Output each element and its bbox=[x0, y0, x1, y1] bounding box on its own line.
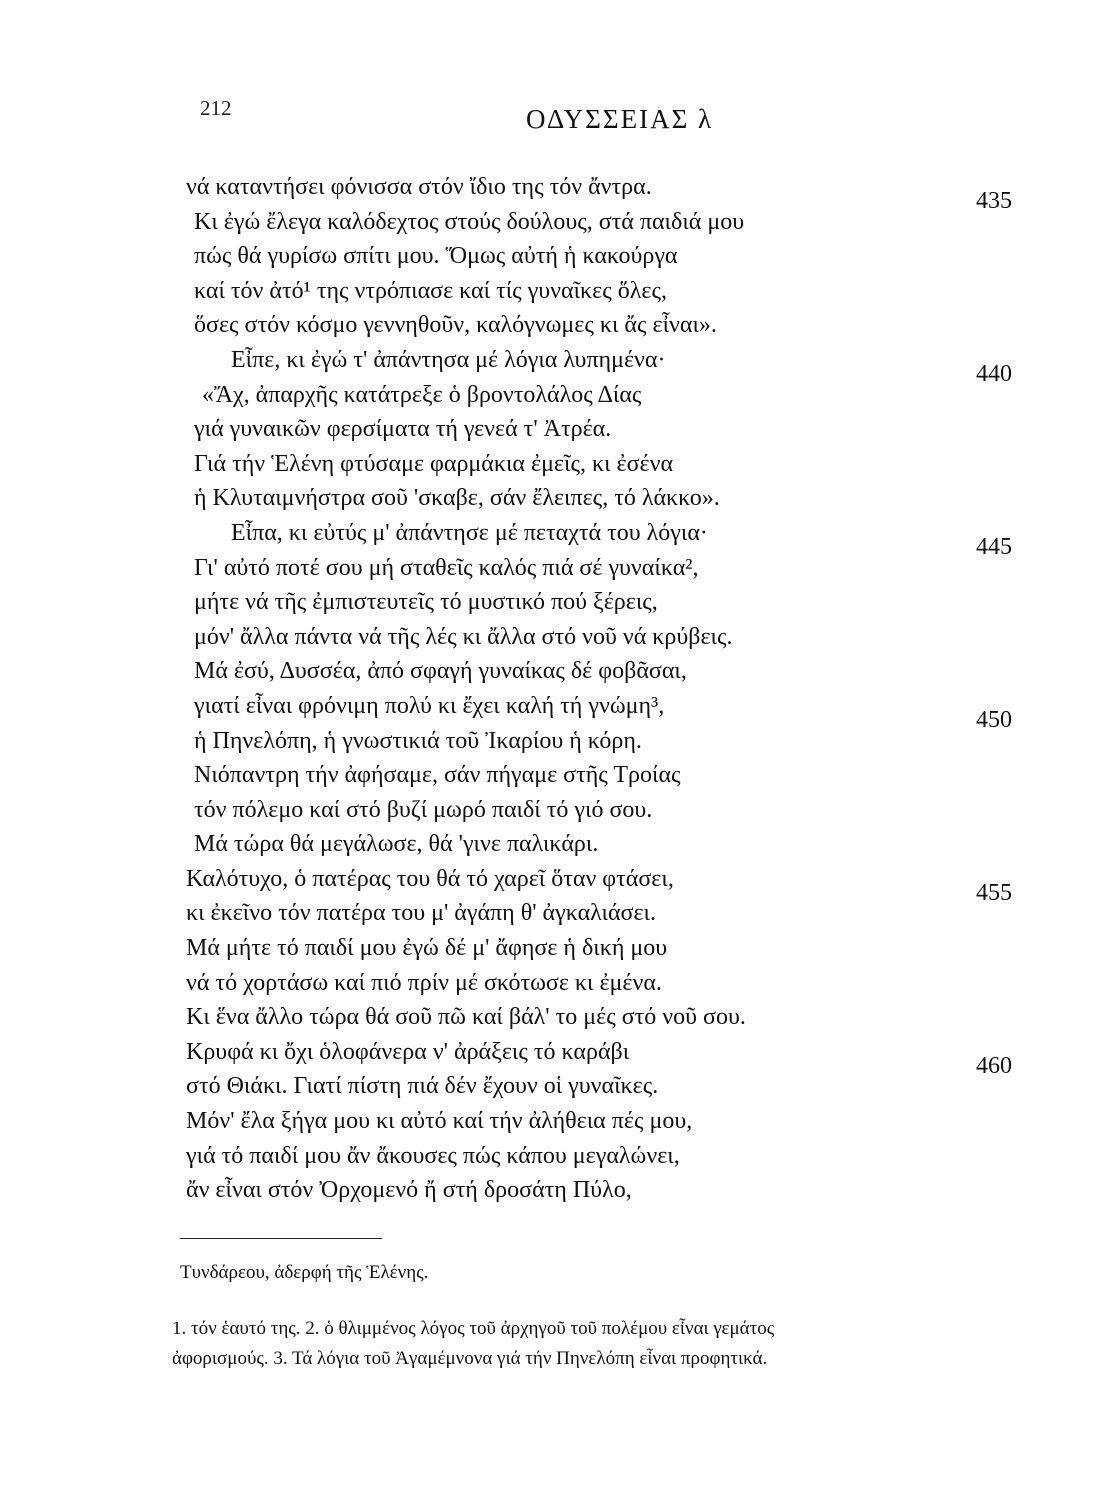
verse-line bbox=[186, 412, 1046, 447]
verse-text: μόν' ἄλλα πάντα νά τῆς λές κι ἄλλα στό νοῦ νά κρύβεις. bbox=[194, 623, 733, 650]
verse-line bbox=[186, 205, 1046, 240]
line-number: 450 bbox=[976, 706, 1012, 733]
running-title: ΟΔΥΣΣΕΙΑΣ λ bbox=[526, 104, 714, 134]
verse-text: γιά γυναικῶν φερσίματα τή γενεά τ' Ἀτρέα. bbox=[194, 416, 612, 443]
line-number: 460 bbox=[976, 1052, 1012, 1079]
verse-line bbox=[186, 1035, 1046, 1079]
verse-line bbox=[186, 793, 1046, 828]
verse-line bbox=[186, 654, 1046, 689]
footnotes bbox=[172, 1314, 1012, 1374]
verse-text: «Ἄχ, ἀπαρχῆς κατάτρεξε ὁ βροντολάλος Δίας bbox=[202, 381, 642, 408]
verse-text: Μόν' ἔλα ξήγα μου κι αὐτό καί τήν ἀλήθεια πές μου, bbox=[186, 1108, 693, 1135]
verse-line bbox=[186, 724, 1046, 759]
verse-line bbox=[186, 308, 1046, 343]
verse-line bbox=[186, 447, 1046, 482]
footnote-line: ἀφορισμούς. 3. Τά λόγια τοῦ Ἀγαμέμνονα γιά τήν Πηνελόπη εἶναι προφητικά. bbox=[172, 1348, 768, 1369]
verse-text: Μά ἐσύ, Δυσσέα, ἀπό σφαγή γυναίκας δέ φοβᾶσαι, bbox=[194, 658, 687, 685]
page-number: 212 bbox=[200, 96, 232, 120]
verse-line bbox=[186, 239, 1046, 274]
verse-line bbox=[186, 620, 1046, 655]
line-number: 435 bbox=[976, 188, 1012, 214]
verse-line bbox=[186, 1173, 1046, 1208]
verse-line bbox=[186, 862, 1046, 906]
verse-line bbox=[186, 170, 1046, 214]
verse-line bbox=[186, 689, 1046, 733]
verse-text: Μά τώρα θά μεγάλωσε, θά 'γινε παλικάρι. bbox=[194, 831, 599, 858]
verse-text: πώς θά γυρίσω σπίτι μου. Ὅμως αὐτή ἡ κακούργα bbox=[194, 243, 678, 270]
verse-text: ἄν εἶναι στόν Ὀρχομενό ἤ στή δροσάτη Πύλο, bbox=[186, 1177, 632, 1204]
verse-text: μήτε νά τῆς ἐμπιστευτεῖς τό μυστικό πού ξέρεις, bbox=[194, 589, 658, 616]
verse-line bbox=[186, 931, 1046, 966]
verse-text: γιά τό παιδί μου ἄν ἄκουσες πώς κάπου μεγαλώνει, bbox=[186, 1142, 680, 1169]
verse-line bbox=[186, 274, 1046, 309]
verse-text: γιατί εἶναι φρόνιμη πολύ κι ἔχει καλή τή γνώμη³, bbox=[194, 692, 665, 719]
verse-text: Καλότυχο, ὁ πατέρας του θά τό χαρεῖ ὅταν φτάσει, bbox=[186, 865, 674, 892]
verse-line bbox=[186, 827, 1046, 862]
verse-line bbox=[186, 585, 1046, 620]
verse-line bbox=[186, 1139, 1046, 1174]
verse-block bbox=[186, 170, 1046, 1208]
verse-line bbox=[186, 1000, 1046, 1035]
verse-text: Κι ἕνα ἄλλο τώρα θά σοῦ πῶ καί βάλ' το μές στό νοῦ σου. bbox=[186, 1004, 746, 1031]
verse-line bbox=[186, 966, 1046, 1001]
verse-line bbox=[186, 758, 1046, 793]
line-number: 445 bbox=[976, 533, 1012, 560]
verse-text: καί τόν ἀτό¹ της ντρόπιασε καί τίς γυναῖκες ὅλες, bbox=[194, 277, 667, 304]
verse-text: Μά μήτε τό παιδί μου ἐγώ δέ μ' ἄφησε ἡ δική μου bbox=[186, 935, 668, 962]
verse-text: Γι' αὐτό ποτέ σου μή σταθεῖς καλός πιά σέ γυναίκα², bbox=[194, 554, 699, 581]
verse-line bbox=[186, 1069, 1046, 1104]
verse-text: ἡ Κλυταιμνήστρα σοῦ 'σκαβε, σάν ἔλειπες, τό λάκκο». bbox=[194, 485, 720, 512]
verse-text: Κρυφά κι ὄχι ὁλοφάνερα ν' ἀράξεις τό καράβι bbox=[186, 1038, 630, 1065]
verse-text: Νιόπαντρη τήν ἀφήσαμε, σάν πήγαμε στῆς Τροίας bbox=[194, 762, 681, 789]
verse-line bbox=[186, 481, 1046, 516]
footnote-continuation: Τυνδάρεου, ἀδερφή τῆς Ἑλένης. bbox=[180, 1262, 429, 1283]
verse-text: κι ἐκεῖνο τόν πατέρα του μ' ἀγάπη θ' ἀγκαλιάσει. bbox=[186, 900, 657, 927]
verse-text: Εἶπε, κι ἐγώ τ' ἀπάντησα μέ λόγια λυπημένα· bbox=[231, 346, 666, 373]
verse-line bbox=[186, 378, 1046, 413]
verse-line bbox=[186, 896, 1046, 931]
verse-line bbox=[186, 551, 1046, 586]
verse-text: ἡ Πηνελόπη, ἡ γνωστικιά τοῦ Ἰκαρίου ἡ κόρη. bbox=[194, 727, 642, 754]
verse-line bbox=[186, 1104, 1046, 1139]
verse-text: στό Θιάκι. Γιατί πίστη πιά δέν ἔχουν οἱ γυναῖκες. bbox=[186, 1073, 659, 1100]
verse-line bbox=[186, 343, 1046, 387]
verse-text: νά καταντήσει φόνισσα στόν ἴδιο της τόν ἄντρα. bbox=[186, 174, 652, 200]
verse-text: Γιά τήν Ἑλένη φτύσαμε φαρμάκια ἐμεῖς, κι ἐσένα bbox=[194, 450, 674, 477]
verse-text: τόν πόλεμο καί στό βυζί μωρό παιδί τό γιό σου. bbox=[194, 796, 653, 823]
line-number: 455 bbox=[976, 879, 1012, 906]
verse-line bbox=[186, 516, 1046, 560]
line-number: 440 bbox=[976, 360, 1012, 387]
verse-text: ὅσες στόν κόσμο γεννηθοῦν, καλόγνωμες κι ἄς εἶναι». bbox=[194, 312, 717, 339]
verse-text: νά τό χορτάσω καί πιό πρίν μέ σκότωσε κι ἐμένα. bbox=[186, 969, 662, 996]
footnote-rule bbox=[180, 1238, 382, 1239]
verse-text: Εἶπα, κι εὐτύς μ' ἀπάντησε μέ πεταχτά του λόγια· bbox=[231, 519, 708, 546]
verse-text: Κι ἐγώ ἔλεγα καλόδεχτος στούς δούλους, στά παιδιά μου bbox=[194, 208, 745, 235]
footnote-line: 1. τόν ἑαυτό της. 2. ὁ θλιμμένος λόγος τοῦ ἀρχηγοῦ τοῦ πολέμου εἶναι γεμάτος bbox=[172, 1318, 775, 1339]
